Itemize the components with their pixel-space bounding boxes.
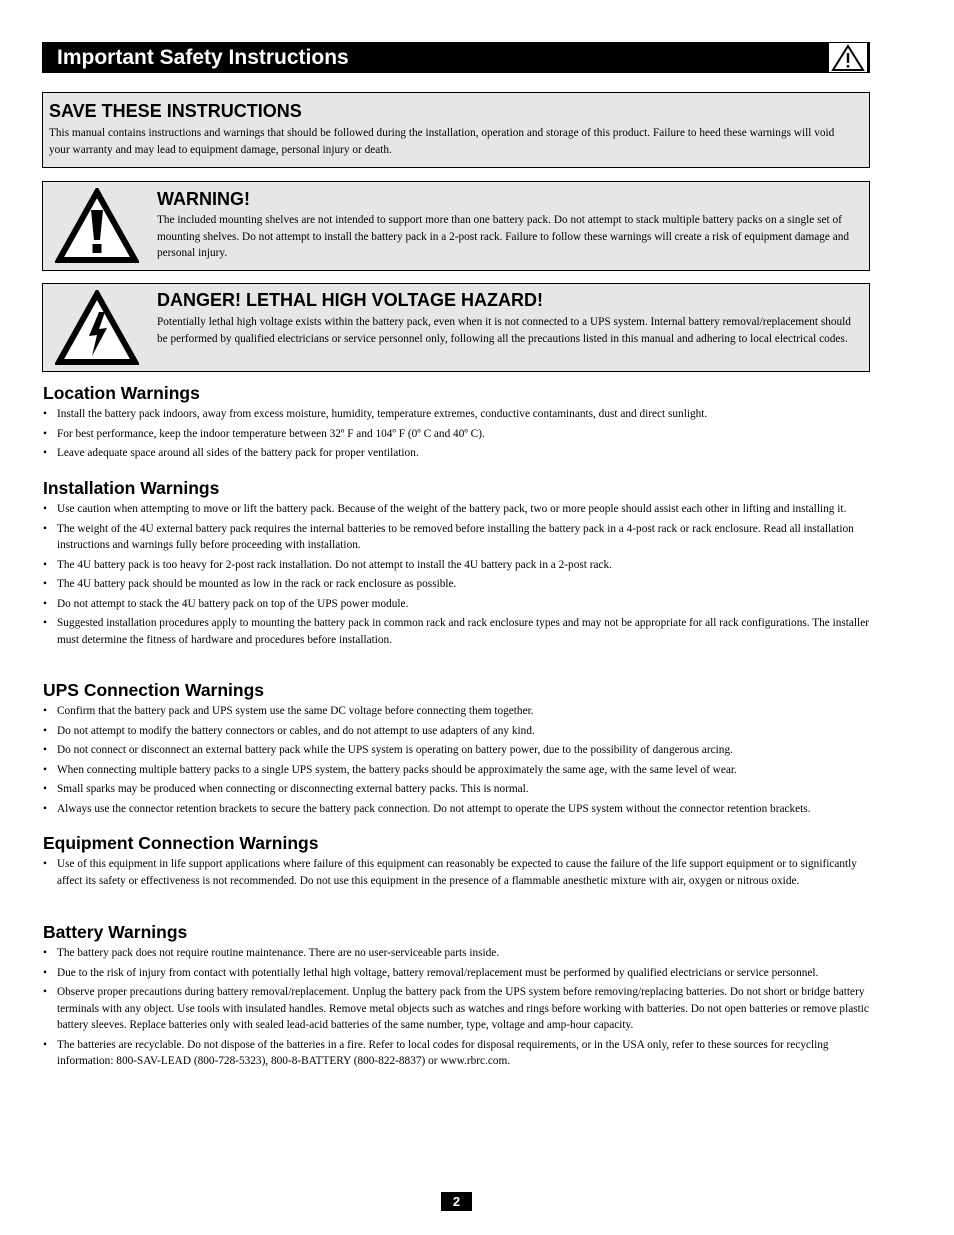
section-heading: Equipment Connection Warnings [43,833,319,853]
header-bar [42,42,870,73]
equipment-connection-warnings-section [43,832,869,892]
bullet-list [43,856,869,889]
list-item: • Small sparks may be produced when connecting or disconnecting external battery packs. This is normal. [43,781,869,798]
list-item: • The weight of the 4U external battery pack requires the internal batteries to be removed before installing the battery pack in a 4-post rack or rack enclosure. Read all installation instructions and warnings fully before proceeding with installation. [43,521,869,554]
list-item: • Do not attempt to stack the 4U battery pack on top of the UPS power module. [43,596,869,613]
section-heading: UPS Connection Warnings [43,680,265,700]
list-item: • When connecting multiple battery packs to a single UPS system, the battery packs should be approximately the same age, with the same level of wear. [43,762,869,779]
list-item: • Suggested installation procedures apply to mounting the battery pack in common rack and rack enclosure types and may not be appropriate for all rack configurations. The installer must determine the fitness of hardware and procedures before installation. [43,615,869,648]
section-heading: Battery Warnings [43,922,188,942]
list-item: • Observe proper precautions during battery removal/replacement. Unplug the battery pack from the UPS system before removing/replacing batteries. Do not short or bridge battery terminals with any object. Use tools with insulated handles. Remove metal objects such as watches and rings before working with batteries. Do not open batteries or remove plastic battery sleeves. Replace batteries only with sealed lead-acid batteries of the same number, type, voltage and amp-hour capacity. [43,984,869,1034]
danger-box [42,283,870,372]
section-heading: Installation Warnings [43,478,220,498]
ups-connection-warnings-section [43,679,869,820]
list-item: • Do not connect or disconnect an external battery pack while the UPS system is operating on battery power, due to the possibility of dangerous arcing. [43,742,869,759]
warning-triangle-icon [829,43,867,72]
page-title: Important Safety Instructions [57,46,349,69]
battery-warnings-section [43,921,869,1073]
page-number: 2 [441,1192,472,1211]
list-item: • Confirm that the battery pack and UPS system use the same DC voltage before connecting them together. [43,703,869,720]
bullet-list [43,703,869,817]
list-item: • Install the battery pack indoors, away from excess moisture, humidity, temperature extremes, conductive contaminants, dust and direct sunlight. [43,406,869,423]
danger-title: DANGER! LETHAL HIGH VOLTAGE HAZARD! [157,290,543,310]
save-instructions-text: This manual contains instructions and warnings that should be followed during the installation, operation and storage of this product. Failure to heed these warnings will void your warranty and may lead to equipment damage, personal injury or death. [49,127,835,156]
high-voltage-triangle-icon [55,290,139,366]
save-instructions-box [42,92,870,168]
exclamation-triangle-icon [55,188,139,264]
warning-box [42,181,870,271]
list-item: • Use of this equipment in life support applications where failure of this equipment can reasonably be expected to cause the failure of the life support equipment or to significantly affect its safety or effectiveness is not recommended. Do not use this equipment in the presence of a flammable anesthetic mixture with air, oxygen or nitrous oxide. [43,856,869,889]
warning-text: The included mounting shelves are not intended to support more than one battery pack. Do not attempt to stack multiple battery packs on a single set of mounting shelves. Do not attempt to install the battery pack in a 2-post rack. Failure to follow these warnings will create a risk of equipment damage and personal injury. [157,214,850,259]
list-item: • For best performance, keep the indoor temperature between 32º F and 104º F (0º C and 40º C). [43,426,869,443]
list-item: • The battery pack does not require routine maintenance. There are no user-serviceable parts inside. [43,945,869,962]
bullet-list [43,501,869,648]
bullet-list [43,945,869,1070]
list-item: • Always use the connector retention brackets to secure the battery pack connection. Do not attempt to operate the UPS system without the connector retention brackets. [43,801,869,818]
list-item: • The batteries are recyclable. Do not dispose of the batteries in a fire. Refer to local codes for disposal requirements, or in the USA only, refer to these sources for recycling information: 800-SAV-LEAD (800-728-5323), 800-8-BATTERY (800-822-8837) or www.rbrc.com. [43,1037,869,1070]
list-item: • The 4U battery pack is too heavy for 2-post rack installation. Do not attempt to install the 4U battery pack in a 2-post rack. [43,557,869,574]
list-item: • The 4U battery pack should be mounted as low in the rack or rack enclosure as possible. [43,576,869,593]
section-heading: Location Warnings [43,383,200,403]
installation-warnings-section [43,477,869,651]
list-item: • Leave adequate space around all sides of the battery pack for proper ventilation. [43,445,869,462]
list-item: • Due to the risk of injury from contact with potentially lethal high voltage, battery removal/replacement must be performed by qualified electricians or service personnel. [43,965,869,982]
warning-title: WARNING! [157,189,250,209]
bullet-list [43,406,869,462]
list-item: • Use caution when attempting to move or lift the battery pack. Because of the weight of the battery pack, two or more people should assist each other in lifting and installing it. [43,501,869,518]
save-instructions-title: SAVE THESE INSTRUCTIONS [49,101,302,121]
location-warnings-section [43,382,869,465]
danger-text: Potentially lethal high voltage exists within the battery pack, even when it is not connected to a UPS system. Internal battery removal/replacement should be performed by qualified electricians or service personnel only, following all the precautions listed in this manual and adhering to local electrical codes. [157,316,851,345]
list-item: • Do not attempt to modify the battery connectors or cables, and do not attempt to use adapters of any kind. [43,723,869,740]
